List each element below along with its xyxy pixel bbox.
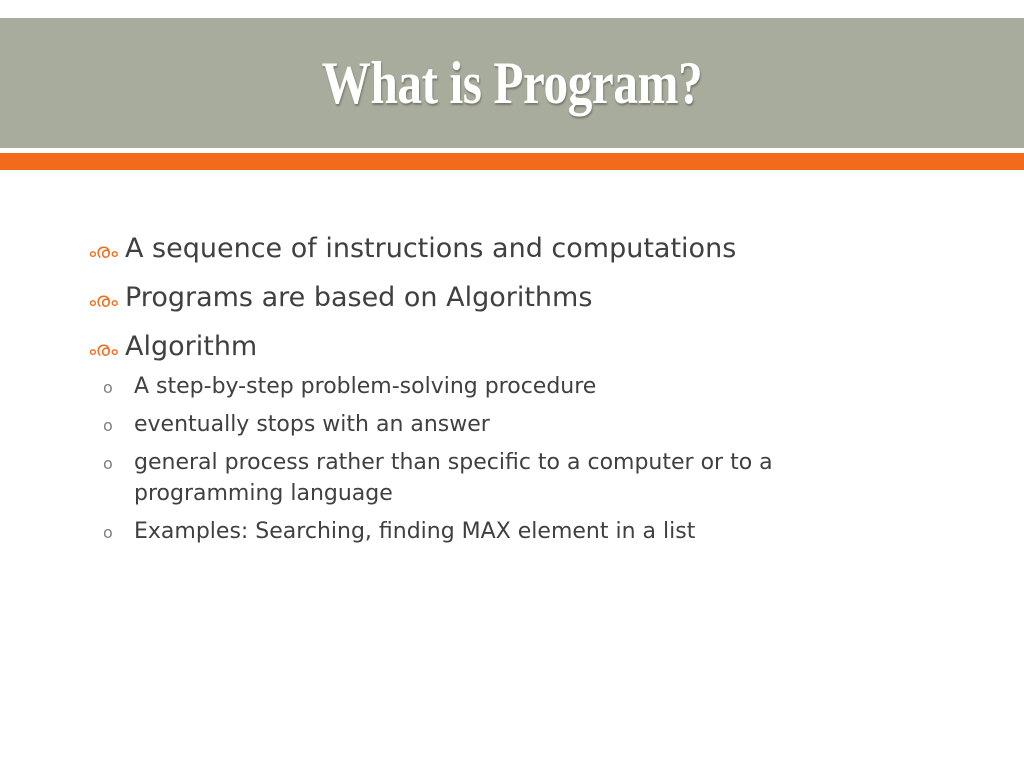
- bullet-icon: ൟ: [88, 288, 118, 312]
- sub-bullet-text: eventually stops with an answer: [134, 412, 490, 437]
- sub-bullet-text: Examples: Searching, finding MAX element in a list: [134, 519, 696, 544]
- sub-bullet-item: [51, 447, 824, 509]
- bullet-item: [88, 277, 968, 319]
- circle-bullet-icon: o: [103, 416, 113, 435]
- sub-bullet-item: [51, 516, 824, 547]
- circle-bullet-icon: o: [103, 378, 113, 397]
- bullet-text: Algorithm: [125, 331, 258, 362]
- bullet-item: [88, 228, 968, 270]
- bullet-text: A sequence of instructions and computations: [125, 233, 737, 264]
- sub-bullet-text: general process rather than specific to a computer or to a programming language: [134, 450, 773, 506]
- circle-bullet-icon: o: [103, 454, 113, 473]
- sub-bullet-text: A step-by-step problem-solving procedure: [134, 374, 597, 399]
- circle-bullet-icon: o: [103, 523, 113, 542]
- sub-bullet-item: [51, 371, 824, 402]
- sub-bullet-list: [88, 371, 968, 547]
- bullet-icon: ൟ: [88, 239, 118, 263]
- sub-bullet-item: [51, 409, 824, 440]
- slide-title: What is Program?: [321, 49, 703, 116]
- bullet-icon: ൟ: [88, 337, 118, 361]
- bullet-item: [88, 326, 968, 368]
- accent-band: [0, 153, 1024, 170]
- bullet-text: Programs are based on Algorithms: [125, 282, 593, 313]
- slide-content: [88, 228, 968, 554]
